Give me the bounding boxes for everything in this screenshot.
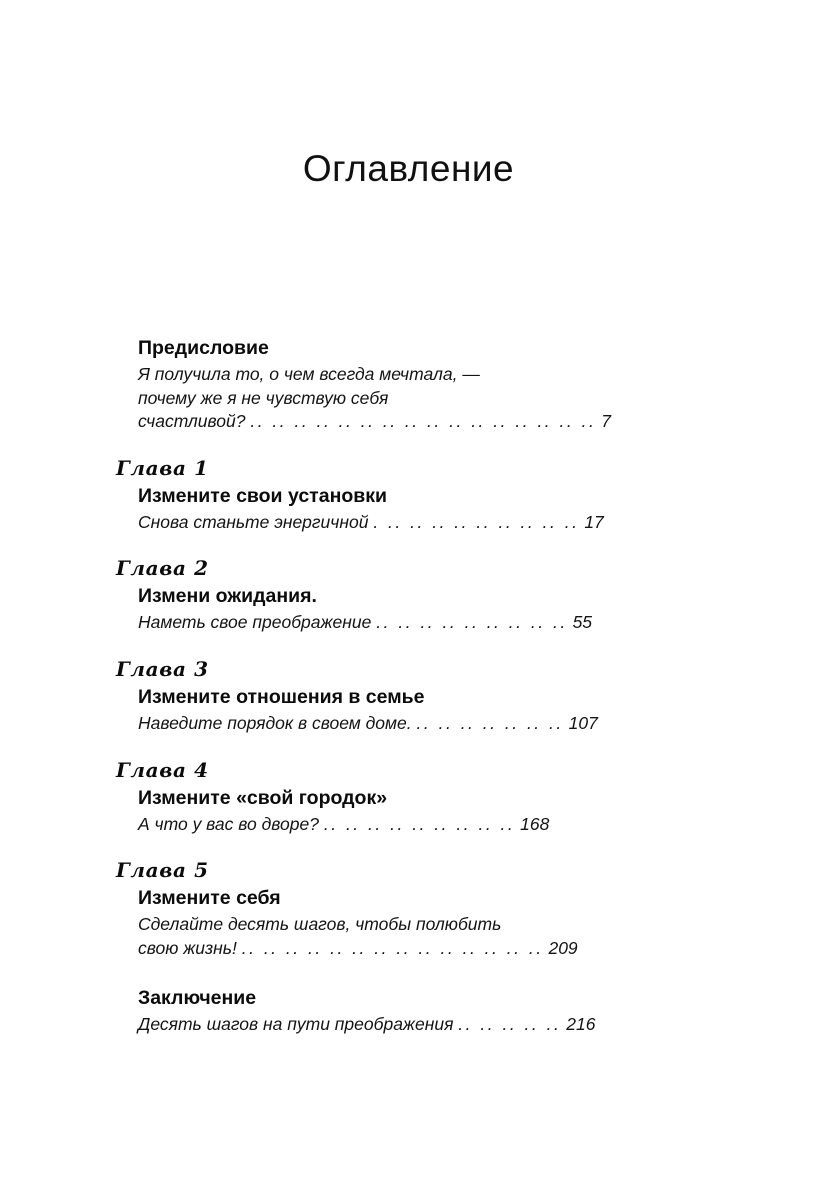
toc-entry-list — [116, 336, 686, 1043]
toc-entry-title: Измените свои установки — [138, 484, 387, 507]
toc-page-number: 216 — [566, 1014, 596, 1035]
page-title: Оглавление — [302, 148, 515, 189]
toc-entry[interactable] — [116, 657, 686, 736]
toc-subtitle-line: Сделайте десять шагов, чтобы полюбить — [138, 914, 502, 935]
toc-subtitle-line: А что у вас во дворе? — [138, 813, 319, 834]
toc-entry-title: Измените себя — [138, 887, 281, 910]
toc-entry[interactable] — [116, 456, 686, 535]
toc-subtitle-line: Снова станьте энергичной — [138, 511, 369, 532]
toc-leader-dots: .. .. .. .. .. .. .. — [416, 712, 564, 733]
toc-entry-subtitle — [138, 611, 686, 635]
toc-entry-subtitle — [138, 813, 686, 837]
toc-subtitle-line: почему же я не чувствую себя — [138, 387, 389, 408]
toc-entry[interactable] — [116, 336, 686, 434]
toc-subtitle-line: Наметь свое преображение — [138, 612, 372, 633]
toc-page-number: 7 — [601, 411, 611, 432]
toc-entry-subtitle — [138, 1013, 686, 1037]
toc-leader-dots: . .. .. .. .. .. .. .. .. .. — [373, 511, 580, 532]
toc-chapter-label: Глава 5 — [116, 858, 209, 883]
toc-leader-dots: .. .. .. .. .. — [458, 1014, 562, 1035]
toc-entry-title: Предисловие — [138, 337, 269, 359]
toc-entry[interactable] — [116, 758, 686, 837]
toc-subtitle-line: свою жизнь! — [138, 937, 237, 958]
toc-entry-subtitle — [138, 511, 686, 535]
toc-entry[interactable] — [116, 986, 686, 1037]
toc-entry[interactable] — [116, 556, 686, 635]
toc-entry-title: Измените отношения в семье — [138, 685, 425, 708]
toc-entry[interactable] — [116, 858, 686, 960]
toc-chapter-label: Глава 3 — [116, 656, 209, 681]
toc-entry-subtitle — [138, 363, 686, 434]
toc-leader-dots: .. .. .. .. .. .. .. .. .. — [376, 612, 568, 633]
toc-page-number: 209 — [548, 937, 578, 958]
toc-chapter-label: Глава 1 — [116, 455, 209, 480]
toc-entry-subtitle — [138, 913, 686, 960]
toc-entry-title: Заключение — [138, 987, 257, 1010]
toc-page-number: 17 — [584, 511, 604, 532]
toc-entry-title: Измените «свой городок» — [138, 786, 388, 809]
toc-subtitle-line: Я получила то, о чем всегда мечтала, — — [138, 363, 480, 384]
toc-leader-dots: .. .. .. .. .. .. .. .. .. .. .. .. .. .. — [241, 937, 544, 958]
toc-subtitle-line: Десять шагов на пути преображения — [138, 1014, 454, 1035]
section-spacer — [116, 966, 686, 986]
toc-leader-dots: .. .. .. .. .. .. .. .. .. .. .. .. .. .. .. .. — [250, 411, 597, 432]
toc-entry-subtitle — [138, 712, 686, 736]
toc-page-number: 107 — [568, 712, 598, 733]
toc-chapter-label: Глава 4 — [116, 757, 209, 782]
toc-entry-title: Измени ожидания. — [138, 585, 317, 608]
toc-leader-dots: .. .. .. .. .. .. .. .. .. — [323, 813, 516, 834]
toc-subtitle-line: счастливой? — [138, 411, 246, 432]
toc-subtitle-line: Наведите порядок в своем доме. — [138, 712, 412, 733]
toc-page-number: 168 — [520, 813, 550, 834]
toc-page-number: 55 — [572, 612, 593, 633]
toc-chapter-label: Глава 2 — [116, 556, 209, 581]
